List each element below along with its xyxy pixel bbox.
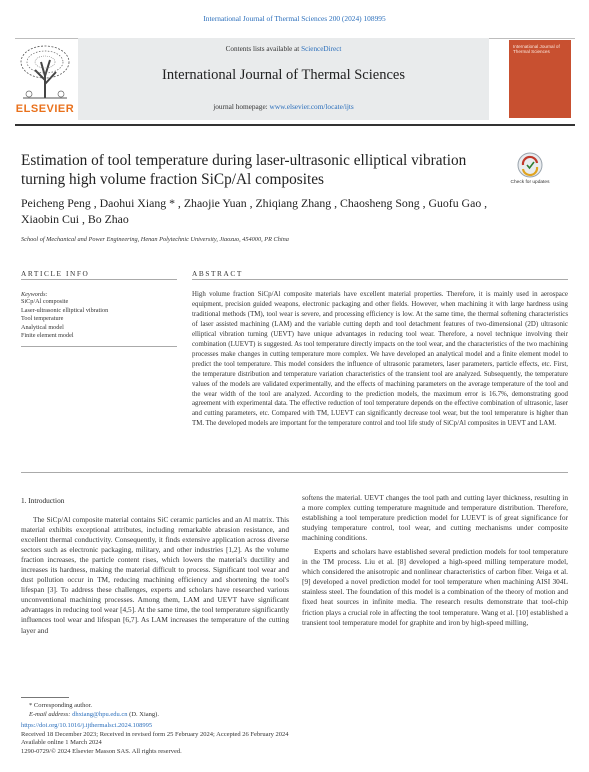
intro-paragraph: softens the material. UEVT changes the tool path and cutting layer thickness, resulting in a more complex cutting temperature magnitude and temperature distribution. Therefore, establishing a tool temperature prediction model for LUEVT is of great significance for studying temperature control, tool wear, and cutting mechanisms under composite machining conditions.	[302, 493, 568, 543]
author-list: Peicheng Peng , Daohui Xiang * , Zhaojie Yuan , Zhiqiang Zhang , Chaosheng Song , Guofu Gao , Xiaobin Cui , Bo Zhao	[21, 196, 488, 226]
homepage-prefix: journal homepage:	[213, 102, 270, 111]
keyword-item: Tool temperature	[21, 315, 64, 322]
available-online: Available online 1 March 2024	[21, 739, 102, 747]
received-dates: Received 18 December 2023; Received in revised form 25 February 2024; Accepted 26 February 2024	[21, 730, 289, 738]
email-label: E-mail address:	[29, 710, 73, 718]
intro-left-column	[21, 515, 289, 636]
keyword-item: Finite element model	[21, 332, 74, 339]
intro-right-column	[302, 493, 568, 628]
publication-info	[21, 722, 421, 756]
intro-paragraph: Experts and scholars have established several prediction models for tool temperature in the TM process. Liu et al. [8] developed a high-speed milling temperature model, which considered the anisotropic and nonlinear characteristics of carbon fiber. Veiga et al. [9] developed a novel prediction model for tool temperature when machining AISI 304L stainless steel. The foundation of this model is a combination of the theory of motion and fixed heat sources in infinite media. The research results demonstrate that tool-chip friction plays a crucial role in affecting the tool temperature. Wang et al. [10] established a transient tool temperature model for graphite and iron by high-speed milling,	[302, 547, 568, 627]
keywords-bottom-rule	[21, 346, 177, 347]
abstract-rule	[192, 279, 568, 280]
sciencedirect-link[interactable]: ScienceDirect	[301, 45, 342, 53]
article-info-rule	[21, 279, 177, 280]
affiliation: School of Mechanical and Power Engineering, Henan Polytechnic University, Jiaozuo, 454000, PR China	[21, 236, 289, 243]
keyword-item: Analytical model	[21, 323, 64, 331]
keyword-item: SiCp/Al composite	[21, 298, 69, 305]
abstract-text: High volume fraction SiCp/Al composite materials have excellent material properties. Therefore, it is mainly used in aerospace equipment, precision guided weapons, electronic packaging and other fields. However, when machining it with large hardness using traditional methods (TM), tool wear is severe, and processing efficiency is low. At the same time, the thermal softening characteristics of laser assisted machining (LAM) and the variable cutting depth and tool detachment features of two-dimensional (2D) ultrasonic elliptical vibration turning (UEVT) have unique advantages in reducing tool wear. Therefore, a novel technique involving their combination (LUEVT) is suggested. As tool temperature directly impacts on the tool wear, and the characteristics of the two machining processes make changes in cutting temperature more complex. We have developed an analytical model and a finite element model to predict the tool temperature. This model considers the influence of ultrasonic parameters, laser parameters, particle effects, etc. First, the temperature distribution and temperature variation characteristics of the transient tool are analyzed. Subsequently, the temperature values of the models are validated experimentally, and the effects of machining parameters on the average temperature of the tool and the wear width of the tool are analyzed. According to the prediction models, the maximum error is 16.7%, demonstrating good agreement with experimental data. The effective reduction of tool temperature depends on the effective combination of ultrasonic, laser and cutting parameters, etc. Compared with TM, LUEVT can significantly decrease tool wear, but the tool temperature is higher than TM. The developed models are important for the temperature control and tool life study of SiCp/Al composites in UEVT and LAM.	[192, 291, 568, 428]
article-info-heading: ARTICLE INFO	[21, 269, 90, 278]
journal-cover-title: International Journal of Thermal Sciences	[513, 44, 560, 55]
check-for-updates-icon[interactable]	[508, 150, 552, 182]
elsevier-wordmark: ELSEVIER	[15, 103, 75, 115]
keywords-label: Keywords:	[21, 291, 48, 298]
journal-reference[interactable]: International Journal of Thermal Sciences 200 (2024) 108995	[203, 14, 386, 23]
email-link[interactable]: dhxiang@hpu.edu.cn	[72, 710, 128, 718]
journal-homepage	[78, 102, 489, 111]
abstract-bottom-rule	[21, 472, 568, 473]
keyword-item: Laser-ultrasonic elliptical vibration	[21, 306, 109, 314]
corresponding-author-note: * Corresponding author.	[29, 702, 93, 709]
keyword-list	[21, 298, 177, 341]
article-title: Estimation of tool temperature during laser-ultrasonic elliptical vibration turning high volume fraction SiCp/Al composites	[21, 152, 467, 188]
intro-paragraph: The SiCp/Al composite material contains SiC ceramic particles and an Al matrix. This material exhibits exceptional attributes, including remarkable abrasion resistance, and excellent thermal conductivity. Consequently, it finds extensive application across diverse sectors such as electronic packaging, military, and other industries [1,2]. As the volume fraction increases, the particle content rises, which lowers the material's ductility and increases its hardness, making the material difficult to process. Significant tool wear and dust pollution occur in TM, reducing machining efficiency and shortening the tool's lifespan [3]. To address these challenges, experts and scholars have researched various unconventional machining processes. Among them, LAM and UEVT have significant advantages in reducing tool wear [4,5]. At the same time, the tool temperature significantly influences tool wear and lifespan [6,7]. As LAM increases the temperature of the cutting layer and	[21, 515, 289, 635]
doi-link[interactable]: https://doi.org/10.1016/j.ijthermalsci.2024.108995	[21, 722, 153, 729]
header-bottom-rule	[15, 124, 575, 126]
introduction-heading: 1. Introduction	[21, 496, 65, 505]
check-for-updates-label[interactable]: Check for updates	[510, 180, 550, 185]
journal-name: International Journal of Thermal Sciences	[162, 67, 405, 83]
footnote	[29, 702, 329, 719]
abstract-heading: ABSTRACT	[192, 269, 243, 278]
contents-availability	[78, 45, 489, 53]
issn-copyright: 1290-0729/© 2024 Elsevier Masson SAS. All rights reserved.	[21, 747, 182, 755]
contents-prefix: Contents lists available at	[225, 45, 302, 53]
email-line	[29, 711, 329, 720]
email-suffix: (D. Xiang).	[127, 710, 159, 718]
footnote-rule	[21, 697, 69, 698]
homepage-link[interactable]: www.elsevier.com/locate/ijts	[269, 102, 354, 111]
